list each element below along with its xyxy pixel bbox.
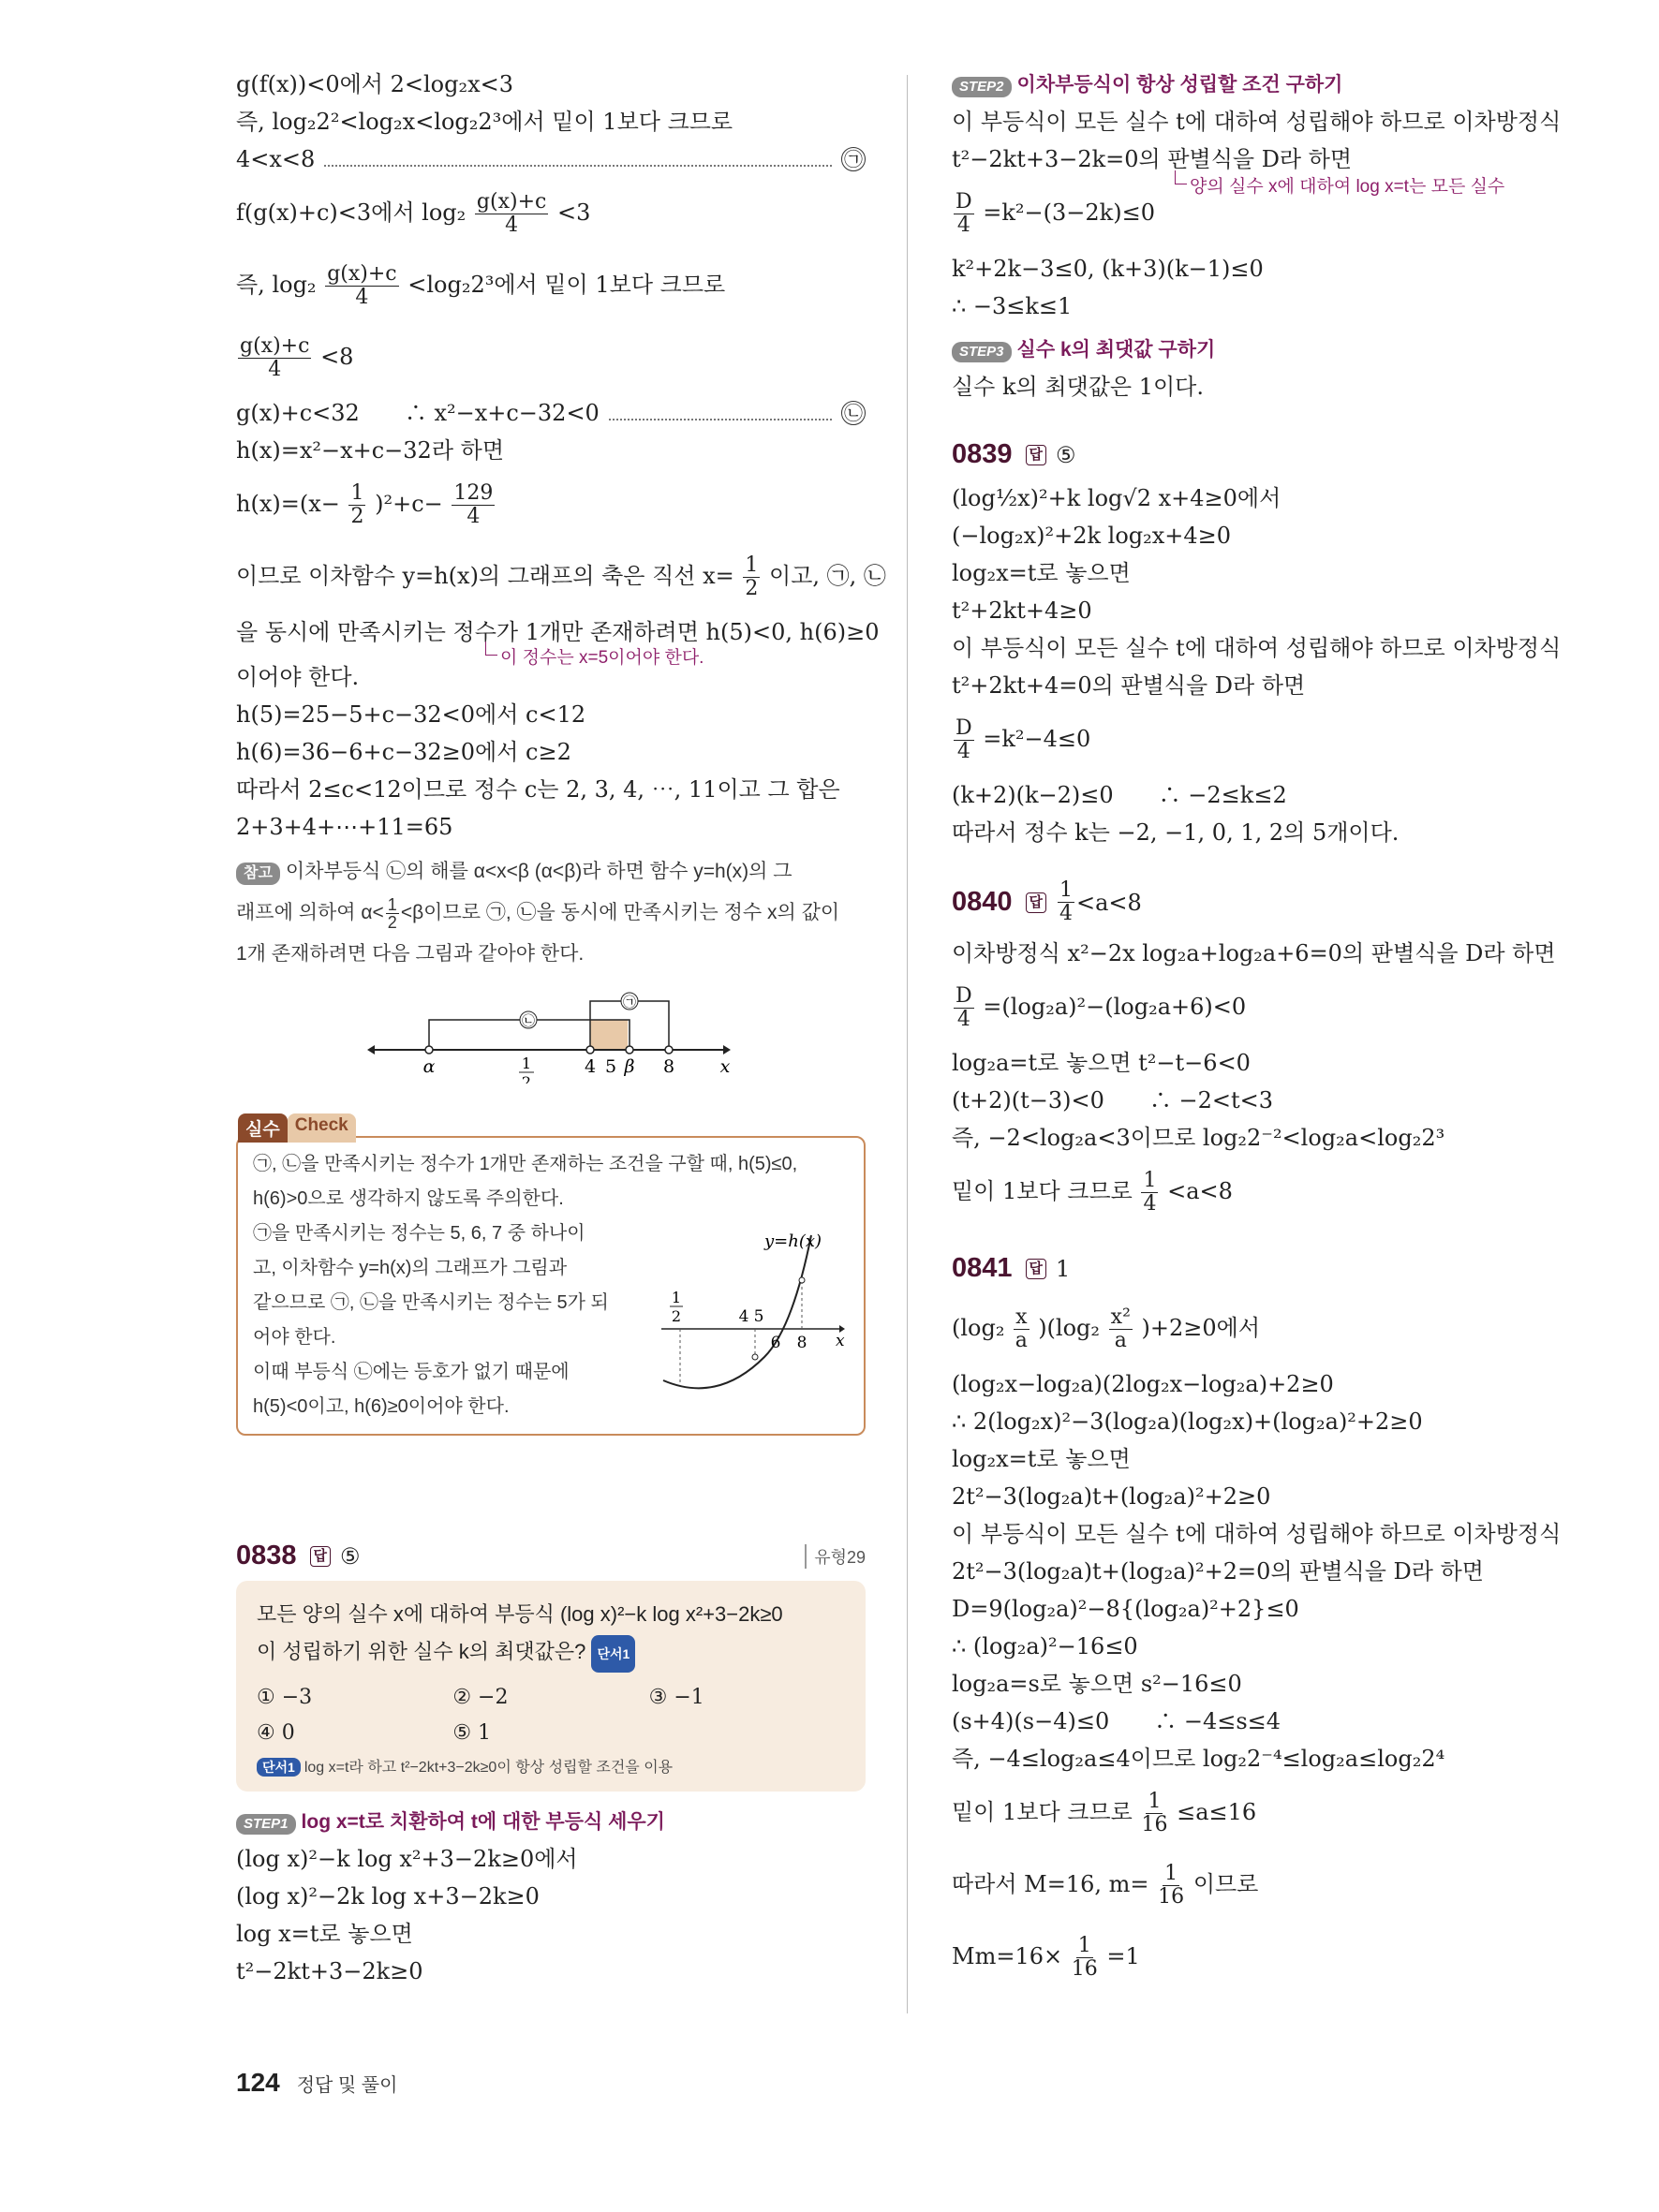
reference-badge: 참고 <box>236 863 280 885</box>
fraction <box>743 554 760 600</box>
page-number: 124 <box>236 2068 280 2097</box>
fraction <box>1158 1863 1184 1909</box>
text-segment: )²+c− <box>375 491 443 517</box>
fraction-denominator: 4 <box>1143 1192 1157 1216</box>
fraction-denominator: 2 <box>745 577 759 600</box>
fraction-denominator: 4 <box>956 1008 970 1031</box>
fraction <box>386 896 399 931</box>
annotation-note: 이 정수는 x=5이어야 한다. <box>500 648 704 668</box>
step-text: 이차부등식이 항상 성립할 조건 구하기 <box>1016 74 1343 96</box>
tick-label: 8 <box>796 1334 807 1352</box>
dotted-leader <box>324 152 832 167</box>
text-line: (log x)²−k log x²+3−2k≥0에서 <box>236 1846 578 1872</box>
diagram-mark-label: ㉡ <box>522 1014 535 1029</box>
fraction <box>1058 879 1074 925</box>
text-line <box>952 1157 1589 1229</box>
text-line: 이어야 한다. <box>236 664 360 690</box>
step-badge: STEP3 <box>952 342 1012 362</box>
fraction <box>954 985 974 1031</box>
text-line: D=9(log₂a)²−8{(log₂a)²+2}≤0 <box>952 1596 1299 1622</box>
text-line: ∴ (log₂a)²−16≤0 <box>952 1633 1138 1659</box>
fraction-numerator: 1 <box>1164 1862 1178 1885</box>
text-line <box>952 972 1589 1044</box>
text-segment: 밑이 1보다 크므로 <box>952 1178 1140 1204</box>
annotation-note: 양의 실수 x에 대하여 log x=t는 모든 실수 <box>1190 177 1505 197</box>
fraction <box>954 191 974 237</box>
step-badge: STEP2 <box>952 77 1012 97</box>
fraction-denominator: a <box>1114 1329 1127 1352</box>
clue-badge: 단서1 <box>591 1635 635 1673</box>
check-line: ㉠, ㉡을 만족시키는 정수가 1개만 존재하는 조건을 구할 때, h(5)≤0, <box>253 1154 798 1174</box>
circled-mark: ㉠ <box>841 147 866 171</box>
text-line <box>236 178 866 250</box>
parabola-curve <box>663 1235 811 1388</box>
choice-item: ① −3 <box>257 1686 313 1709</box>
text-segment: 4<x<8 <box>236 146 316 172</box>
check-line: h(6)>0으로 생각하지 않도록 주의한다. <box>253 1188 564 1209</box>
problem-text <box>257 1633 845 1673</box>
check-line: 같으므로 ㉠, ㉡을 만족시키는 정수는 5가 되 <box>253 1292 609 1313</box>
fraction <box>1141 1791 1167 1836</box>
axis-label: x <box>836 1332 845 1350</box>
check-line: 어야 한다. <box>253 1327 336 1348</box>
text-line: log₂a=t로 놓으면 t²−t−6<0 <box>952 1050 1251 1076</box>
text-line: 이차방정식 x²−2x log₂a+log₂a+6=0의 판별식을 D라 하면 <box>952 940 1556 966</box>
text-segment: )(log₂ <box>1038 1315 1101 1341</box>
problem-header <box>236 1541 866 1571</box>
tick-label: 5 <box>753 1307 764 1326</box>
text-segment: 래프에 의하여 α< <box>236 902 384 923</box>
problem-header <box>952 879 1589 925</box>
fraction-numerator: 1 <box>387 894 397 914</box>
text-line: 이 부등식이 모든 실수 t에 대하여 성립해야 하므로 이차방정식 <box>952 635 1562 661</box>
fraction <box>452 482 495 528</box>
check-tab-label: Check <box>288 1113 356 1143</box>
text-segment: 1개 존재하려면 다음 그림과 같아야 한다. <box>236 943 585 965</box>
check-box <box>236 1115 866 1436</box>
text-line <box>236 250 866 322</box>
text-segment: h(x)=(x− <box>236 491 340 517</box>
fraction <box>238 335 311 381</box>
fraction-numerator: 1 <box>745 553 759 577</box>
fraction-denominator: 4 <box>1059 902 1074 925</box>
text-line: 따라서 정수 k는 −2, −1, 0, 1, 2의 5개이다. <box>952 819 1400 846</box>
dotted-leader <box>609 406 832 420</box>
problem-header <box>952 439 1589 470</box>
axis-arrow-right <box>723 1045 731 1054</box>
fraction <box>348 482 365 528</box>
text-segment: <3 <box>556 199 591 226</box>
text-line: (−log₂x)²+2k log₂x+4≥0 <box>952 523 1232 549</box>
choice-item: ② −2 <box>452 1686 509 1709</box>
text-line: 이 부등식이 모든 실수 t에 대하여 성립해야 하므로 이차방정식 <box>952 1521 1562 1547</box>
text-segment: 이므로 <box>1192 1871 1259 1897</box>
answer-value: 1 <box>1056 1255 1071 1282</box>
text-line <box>952 1922 1589 1994</box>
right-column <box>952 66 1589 1994</box>
text-segment: 이므로 이차함수 y=h(x)의 그래프의 축은 직선 x= <box>236 563 734 589</box>
text-segment: 이고, ㉠, ㉡ <box>769 563 886 589</box>
page-footer <box>236 2068 397 2098</box>
fraction <box>1109 1306 1133 1352</box>
problem-number: 0839 <box>952 439 1013 469</box>
text-segment: <β이므로 ㉠, ㉡을 동시에 만족시키는 정수 x의 값이 <box>400 902 840 923</box>
fraction <box>954 717 974 763</box>
tick-label: 2 <box>671 1307 682 1325</box>
text-line: t²−2kt+3−2k≥0 <box>236 1958 423 1984</box>
text-line: h(5)=25−5+c−32<0에서 c<12 <box>236 701 586 728</box>
fraction-denominator: 16 <box>1141 1813 1168 1836</box>
fraction-denominator: 4 <box>268 358 282 381</box>
fraction-numerator: 1 <box>1148 1790 1162 1813</box>
fraction-denominator: 4 <box>467 505 481 528</box>
reference-note <box>236 851 866 975</box>
text-segment: =1 <box>1106 1943 1140 1969</box>
text-line-leader <box>236 140 866 178</box>
number-line-diagram <box>236 981 866 1084</box>
fraction-denominator: 2 <box>387 912 397 932</box>
tick-label: 8 <box>662 1056 675 1077</box>
fraction-numerator: 1 <box>350 481 364 505</box>
text-line: 실수 k의 최댓값은 1이다. <box>952 374 1204 400</box>
fraction-numerator: x² <box>1110 1305 1131 1329</box>
check-line: ㉠을 만족시키는 정수는 5, 6, 7 중 하나이 <box>253 1223 585 1244</box>
answer-label: 답 <box>1026 892 1047 913</box>
answer-value: ⑤ <box>340 1542 361 1570</box>
text-segment: 따라서 M=16, m= <box>952 1871 1149 1897</box>
circled-mark: ㉡ <box>841 401 866 425</box>
answer-value: <a<8 <box>1076 889 1142 916</box>
choice-item: ③ −1 <box>648 1686 704 1709</box>
column-divider <box>907 75 908 2013</box>
fraction <box>1014 1306 1029 1352</box>
text-line: log₂x=t로 놓으면 <box>952 1446 1131 1472</box>
text-segment: <log₂2³에서 밑이 1보다 크므로 <box>407 272 726 298</box>
footer-label: 정답 및 풀이 <box>296 2075 398 2096</box>
text-line: h(x)=x²−x+c−32라 하면 <box>236 437 505 464</box>
text-line: log₂x=t로 놓으면 <box>952 560 1131 586</box>
text-segment: 즉, log₂ <box>236 272 317 298</box>
fraction-denominator: 16 <box>1071 1957 1098 1981</box>
fraction-numerator: 129 <box>453 481 494 505</box>
fraction-numerator: D <box>955 716 972 740</box>
answer-label: 답 <box>1026 1259 1047 1279</box>
tick-label: 4 <box>738 1307 749 1326</box>
text-line: (t+2)(t−3)<0 ∴ −2<t<3 <box>952 1087 1274 1113</box>
overlap-fill <box>590 1020 628 1050</box>
text-line: log x=t로 놓으면 <box>236 1921 413 1947</box>
diagram-mark-label: ㉠ <box>623 995 636 1010</box>
text-line: 따라서 2≤c<12이므로 정수 c는 2, 3, 4, ⋯, 11이고 그 합은 <box>236 776 840 803</box>
tick-label: 1 <box>521 1054 532 1072</box>
fraction-denominator: 4 <box>956 214 970 237</box>
problem-type-tag: 유형29 <box>805 1544 866 1569</box>
note-arrow <box>485 641 497 656</box>
text-line <box>236 541 886 613</box>
text-line: (log x)²−2k log x+3−2k≥0 <box>236 1883 540 1910</box>
open-point <box>665 1046 673 1054</box>
fraction-denominator: 2 <box>350 505 364 528</box>
fraction <box>1072 1935 1098 1981</box>
tick-label: 5 <box>604 1056 617 1077</box>
fraction <box>1141 1170 1158 1216</box>
tick-label: 4 <box>584 1056 597 1077</box>
fraction-denominator: 4 <box>956 740 970 763</box>
text-line: 2t²−3(log₂a)t+(log₂a)²+2≥0 <box>952 1483 1271 1510</box>
note-anchor <box>236 648 866 668</box>
text-segment: ≤a≤16 <box>1177 1799 1257 1825</box>
problem-text: 모든 양의 실수 x에 대하여 부등식 (log x)²−k log x²+3−2k≥0 <box>257 1602 783 1626</box>
check-line: 고, 이차함수 y=h(x)의 그래프가 그림과 <box>253 1258 568 1278</box>
text-segment: g(x)+c<32 ∴ x²−x+c−32<0 <box>236 400 600 426</box>
step-text: log x=t로 치환하여 t에 대한 부등식 세우기 <box>301 1811 665 1833</box>
check-line: h(5)<0이고, h(6)≥0이어야 한다. <box>253 1396 510 1417</box>
step-badge: STEP1 <box>236 1814 296 1835</box>
problem-number: 0840 <box>952 887 1013 917</box>
hint-text: log x=t라 하고 t²−2kt+3−2k≥0이 항상 성립할 조건을 이용 <box>304 1760 674 1776</box>
text-line: g(f(x))<0에서 2<log₂x<3 <box>236 71 514 97</box>
text-line <box>952 1850 1589 1922</box>
fraction-numerator: g(x)+c <box>240 334 310 358</box>
text-segment: 이차부등식 ㉡의 해를 α<x<β (α<β)라 하면 함수 y=h(x)의 그 <box>285 861 792 882</box>
fraction-denominator: a <box>1015 1329 1028 1352</box>
fraction-numerator: D <box>955 984 972 1008</box>
text-segment: (log₂ <box>952 1315 1005 1341</box>
text-line: t²−2kt+3−2k=0의 판별식을 D라 하면 <box>952 146 1353 172</box>
text-line: (log₂x−log₂a)(2log₂x−log₂a)+2≥0 <box>952 1371 1334 1397</box>
check-tab-label: 실수 <box>238 1113 288 1143</box>
text-line: t²+2kt+4=0의 판별식을 D라 하면 <box>952 672 1306 699</box>
parabola-graph <box>652 1217 849 1413</box>
text-segment: Mm=16× <box>952 1943 1063 1969</box>
text-line <box>952 178 1589 250</box>
text-line <box>236 322 866 394</box>
open-point <box>425 1046 433 1054</box>
choice-list <box>257 1680 845 1751</box>
fraction-denominator: 4 <box>505 214 519 237</box>
text-line <box>952 1293 1589 1365</box>
fraction-numerator: 1 <box>1059 878 1074 902</box>
curve-label: y=h(x) <box>764 1231 822 1251</box>
text-segment: 밑이 1보다 크므로 <box>952 1799 1140 1825</box>
check-body <box>253 1217 849 1424</box>
tick-label: 2 <box>521 1073 532 1084</box>
fraction-numerator: D <box>955 190 972 214</box>
fraction-numerator: g(x)+c <box>327 262 397 286</box>
fraction <box>325 263 398 309</box>
problem-header <box>952 1253 1589 1284</box>
hint-line <box>257 1755 845 1777</box>
open-point <box>626 1046 633 1054</box>
text-line: 즉, −2<log₂a<3이므로 log₂2⁻²<log₂a<log₂2³ <box>952 1125 1445 1151</box>
fraction-numerator: 1 <box>1077 1934 1091 1957</box>
fraction-denominator: 4 <box>355 286 369 309</box>
text-line <box>236 469 866 541</box>
answer-label: 답 <box>310 1546 332 1567</box>
tick-label: x <box>719 1056 731 1077</box>
text-line: ∴ −3≤k≤1 <box>952 293 1073 319</box>
axis-arrow-left <box>367 1045 375 1054</box>
answer-value: ⑤ <box>1056 441 1076 468</box>
choice-item: ⑤ 1 <box>452 1721 492 1745</box>
choice-item: ④ 0 <box>257 1721 295 1745</box>
fraction-numerator: x <box>1015 1305 1028 1329</box>
step-title <box>236 1806 866 1835</box>
text-line: (k+2)(k−2)≤0 ∴ −2≤k≤2 <box>952 782 1287 808</box>
problem-box <box>236 1581 866 1792</box>
tick-label: 1 <box>671 1289 682 1306</box>
text-line: h(6)=36−6+c−32≥0에서 c≥2 <box>236 739 571 765</box>
fraction <box>475 191 548 237</box>
problem-number: 0841 <box>952 1253 1013 1283</box>
text-segment: 이 성립하기 위한 실수 k의 최댓값은? <box>257 1640 586 1663</box>
text-line <box>952 1777 1589 1850</box>
text-line: 2+3+4+⋯+11=65 <box>236 814 453 840</box>
fraction-numerator: g(x)+c <box>476 190 547 214</box>
open-point <box>586 1046 594 1054</box>
tick-label: β <box>624 1056 635 1077</box>
check-tab <box>238 1113 356 1143</box>
text-line: k²+2k−3≤0, (k+3)(k−1)≤0 <box>952 256 1264 282</box>
text-segment: )+2≥0에서 <box>1141 1315 1261 1341</box>
fraction-denominator: 16 <box>1158 1885 1185 1909</box>
text-line: t²+2kt+4≥0 <box>952 597 1092 624</box>
text-line: (s+4)(s−4)≤0 ∴ −4≤s≤4 <box>952 1708 1281 1734</box>
text-line: (log½x)²+k log√2 x+4≥0에서 <box>952 485 1281 511</box>
step-title <box>952 334 1589 362</box>
text-line: 즉, log₂2²<log₂x<log₂2³에서 밑이 1보다 크므로 <box>236 109 733 135</box>
text-segment: =(log₂a)²−(log₂a+6)<0 <box>983 994 1247 1020</box>
step-title <box>952 69 1589 97</box>
left-column <box>236 66 886 1990</box>
text-segment: f(g(x)+c)<3에서 log₂ <box>236 199 467 226</box>
text-line <box>952 704 1589 776</box>
text-line: ∴ 2(log₂x)²−3(log₂a)(log₂x)+(log₂a)²+2≥0 <box>952 1408 1423 1435</box>
fraction-numerator: 1 <box>1143 1169 1157 1192</box>
clue-badge: 단서1 <box>257 1758 301 1777</box>
text-line: 이 부등식이 모든 실수 t에 대하여 성립해야 하므로 이차방정식 <box>952 109 1562 135</box>
graph-point <box>752 1354 758 1360</box>
text-segment: =k²−(3−2k)≤0 <box>983 199 1155 226</box>
check-line: 이때 부등식 ㉡에는 등호가 없기 때문에 <box>253 1362 570 1382</box>
text-line: 즉, −4≤log₂a≤4이므로 log₂2⁻⁴≤log₂a≤log₂2⁴ <box>952 1746 1445 1772</box>
tick-label: 6 <box>770 1334 781 1352</box>
problem-number: 0838 <box>236 1541 297 1571</box>
tick-label: α <box>422 1056 436 1077</box>
text-segment: =k²−4≤0 <box>983 726 1091 752</box>
text-segment: <a<8 <box>1167 1178 1233 1204</box>
check-text-block <box>253 1217 652 1424</box>
graph-point <box>799 1277 805 1283</box>
text-line: log₂a=s로 놓으면 s²−16≤0 <box>952 1671 1242 1697</box>
text-segment: <8 <box>320 344 354 370</box>
text-line: 을 동시에 만족시키는 정수가 1개만 존재하려면 h(5)<0, h(6)≥0 <box>236 619 880 645</box>
step-text: 실수 k의 최댓값 구하기 <box>1016 339 1216 361</box>
text-line-leader <box>236 394 866 432</box>
text-line: 2t²−3(log₂a)t+(log₂a)²+2=0의 판별식을 D라 하면 <box>952 1558 1484 1585</box>
answer-label: 답 <box>1026 445 1047 465</box>
